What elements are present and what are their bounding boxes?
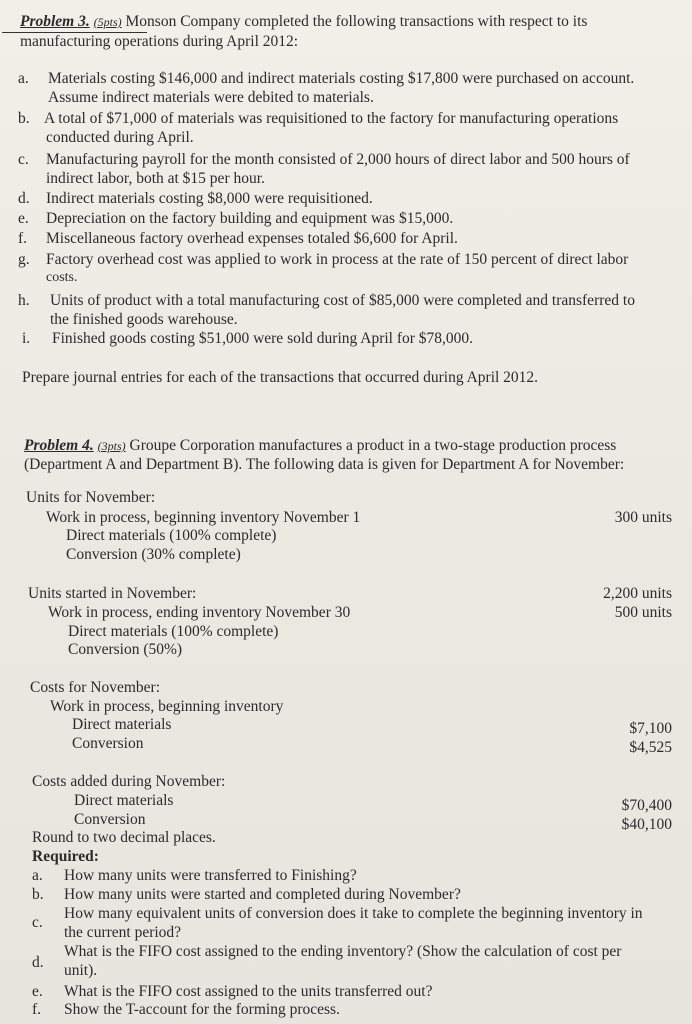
- p3-item-b-label: b.: [18, 110, 30, 127]
- p3-item-i-label: i.: [22, 330, 31, 347]
- q-a-line1: How many units were transferred to Finishing?: [64, 867, 357, 884]
- q-e-label: e.: [32, 983, 43, 1000]
- q-f-line1: Show the T-account for the forming process.: [64, 1001, 340, 1018]
- conv-label2: Conversion: [74, 811, 146, 828]
- p3-item-i-line1: Finished goods costing $51,000 were sold during April for $78,000.: [52, 330, 474, 347]
- wip-begin-inv-label: Work in process, beginning inventory: [50, 698, 284, 715]
- p3-item-c-line2: indirect labor, both at $15 per hour.: [46, 170, 265, 187]
- p3-item-b-line1: A total of $71,000 of materials was requisitioned to the factory for manufacturing operations: [44, 110, 619, 127]
- problem4-intro-line2: (Department A and Department B). The following data is given for Department A for November:: [24, 456, 625, 473]
- units-started-value: 2,200 units: [603, 585, 672, 602]
- wip-begin-label: Work in process, beginning inventory November 1: [46, 509, 361, 526]
- p3-item-e-label: e.: [18, 210, 29, 227]
- dm-100b-label: Direct materials (100% complete): [68, 623, 279, 640]
- p3-item-g-label: g.: [18, 251, 30, 268]
- q-a-label: a.: [32, 867, 43, 884]
- conv-value: $4,525: [629, 739, 672, 756]
- q-c-line1: How many equivalent units of conversion does it take to complete the beginning inventory in: [64, 905, 643, 922]
- problem3-header-line: [20, 13, 587, 31]
- q-e-line1: What is the FIFO cost assigned to the units transferred out?: [64, 983, 433, 1000]
- problem4-heading: Problem 4.: [24, 437, 94, 454]
- q-d-label: d.: [32, 954, 44, 971]
- dm-value2: $70,400: [621, 797, 672, 814]
- wip-begin-units: 300 units: [614, 509, 672, 526]
- p3-instruction: Prepare journal entries for each of the transactions that occurred during April 2012.: [22, 369, 539, 386]
- p3-item-h-line1: Units of product with a total manufacturing cost of $85,000 were completed and transferred to: [50, 292, 635, 309]
- dm-100-label: Direct materials (100% complete): [66, 527, 277, 544]
- units-started-label: Units started in November:: [28, 585, 197, 602]
- conv-label: Conversion: [72, 735, 144, 752]
- conv-30-label: Conversion (30% complete): [66, 546, 241, 563]
- round-note: Round to two decimal places.: [32, 829, 216, 846]
- p3-item-e-line1: Depreciation on the factory building and equipment was $15,000.: [46, 210, 454, 227]
- q-b-label: b.: [32, 886, 44, 903]
- p3-item-a-line1: Materials costing $146,000 and indirect materials costing $17,800 were purchased on account.: [48, 70, 635, 87]
- required-label: Required:: [32, 848, 99, 865]
- wip-end-units: 500 units: [614, 604, 672, 621]
- q-d-line2: unit).: [64, 962, 98, 979]
- q-c-line2: the current period?: [64, 924, 182, 941]
- p3-item-f-label: f.: [18, 230, 28, 247]
- dm-value: $7,100: [629, 720, 672, 737]
- problem3-intro-line1: Monson Company completed the following transactions with respect to its: [125, 13, 588, 30]
- q-c-label: c.: [32, 914, 43, 931]
- p3-item-a-line2: Assume indirect materials were debited to materials.: [48, 89, 374, 106]
- dm-label2: Direct materials: [74, 792, 174, 809]
- units-header: Units for November:: [26, 489, 156, 506]
- p3-item-h-label: h.: [18, 292, 30, 309]
- conv-value2: $40,100: [621, 816, 672, 833]
- problem3-intro-line2: manufacturing operations during April 2012:: [20, 33, 299, 50]
- costs-header: Costs for November:: [30, 679, 161, 696]
- p3-item-b-line2: conducted during April.: [46, 129, 194, 146]
- problem4-header-line: [24, 437, 616, 455]
- problem4-intro-line1: Groupe Corporation manufactures a product in a two-stage production process: [129, 437, 617, 454]
- problem3-points: (5pts): [93, 15, 122, 29]
- p3-item-d-label: d.: [18, 190, 30, 207]
- p3-item-g-line1: Factory overhead cost was applied to work in process at the rate of 150 percent of direct labor: [46, 251, 629, 268]
- p3-item-a-label: a.: [18, 70, 29, 87]
- q-d-line1: What is the FIFO cost assigned to the ending inventory? (Show the calculation of cost per: [64, 943, 622, 960]
- conv-50-label: Conversion (50%): [68, 641, 183, 658]
- p3-item-c-line1: Manufacturing payroll for the month consisted of 2,000 hours of direct labor and 500 hours of: [46, 151, 630, 168]
- q-f-label: f.: [32, 1001, 42, 1018]
- problem4-points: (3pts): [97, 439, 126, 453]
- problem3-heading: Problem 3.: [20, 13, 90, 30]
- p3-item-g-line2: costs.: [46, 270, 78, 285]
- dm-label: Direct materials: [72, 716, 172, 733]
- p3-item-h-line2: the finished goods warehouse.: [50, 311, 238, 328]
- p3-item-c-label: c.: [18, 151, 29, 168]
- wip-end-label: Work in process, ending inventory November 30: [48, 604, 351, 621]
- added-header: Costs added during November:: [32, 773, 226, 790]
- p3-item-d-line1: Indirect materials costing $8,000 were requisitioned.: [46, 190, 373, 207]
- q-b-line1: How many units were started and completed during November?: [64, 886, 461, 903]
- p3-item-f-line1: Miscellaneous factory overhead expenses totaled $6,600 for April.: [46, 230, 458, 247]
